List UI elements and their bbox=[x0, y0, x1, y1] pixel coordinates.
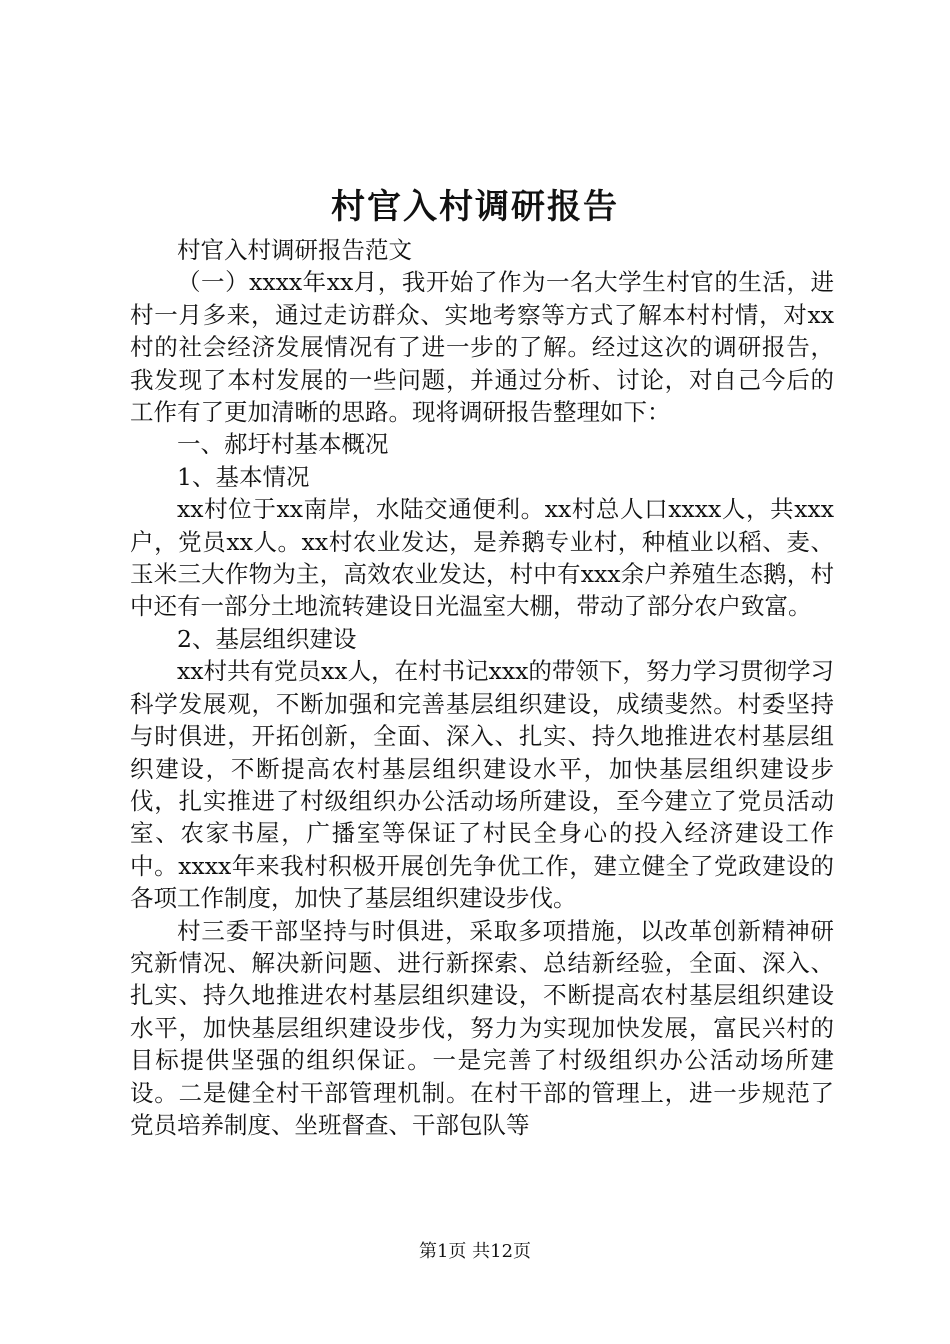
paragraph-cadres: 村三委干部坚持与时俱进，采取多项措施，以改革创新精神研究新情况、解决新问题、进行新探索、总结新经验，全面、深入、扎实、持久地推进农村基层组织建设，不断提高农村基层组织建设水平，加快基层组织建设步伐，努力为实现加快发展，富民兴村的目标提供坚强的组织保证。一是完善了村级组织办公活动场所建设。二是健全村干部管理机制。在村干部的管理上，进一步规范了党员培养制度、坐班督查、干部包队等 bbox=[130, 916, 834, 1139]
paragraph-intro: （一）xxxx年xx月，我开始了作为一名大学生村官的生活，进村一月多来，通过走访群众、实地考察等方式了解本村村情，对xx村的社会经济发展情况有了进一步的了解。经过这次的调研报告，我发现了本村发展的一些问题，并通过分析、讨论，对自己今后的工作有了更加清晰的思路。现将调研报告整理如下： bbox=[130, 268, 834, 427]
paragraph-basic-info: xx村位于xx南岸，水陆交通便利。xx村总人口xxxx人，共xxx户，党员xx人。xx村农业发达，是养鹅专业村，种植业以稻、麦、玉米三大作物为主，高效农业发达，村中有xxx余户养殖生态鹅，村中还有一部分土地流转建设日光温室大棚，带动了部分农户致富。 bbox=[130, 495, 834, 621]
paragraph-organization: xx村共有党员xx人，在村书记xxx的带领下，努力学习贯彻学习科学发展观，不断加强和完善基层组织建设，成绩斐然。村委坚持与时俱进，开拓创新，全面、深入、扎实、持久地推进农村基层组织建设，不断提高农村基层组织建设水平，加快基层组织建设步伐，扎实推进了村级组织办公活动场所建设，至今建立了党员活动室、农家书屋，广播室等保证了村民全身心的投入经济建设工作中。xxxx年来我村积极开展创先争优工作，建立健全了党政建设的各项工作制度，加快了基层组织建设步伐。 bbox=[130, 657, 834, 913]
document-body bbox=[130, 234, 834, 1141]
section-heading: 一、郝圩村基本概况 bbox=[177, 430, 389, 459]
document-title: 村官入村调研报告 bbox=[331, 187, 619, 227]
subsection-heading: 2、基层组织建设 bbox=[177, 624, 357, 653]
paragraph-subtitle: 村官入村调研报告范文 bbox=[177, 236, 412, 264]
page-number: 第1页 共12页 bbox=[418, 1241, 532, 1262]
subsection-heading: 1、基本情况 bbox=[177, 462, 310, 491]
